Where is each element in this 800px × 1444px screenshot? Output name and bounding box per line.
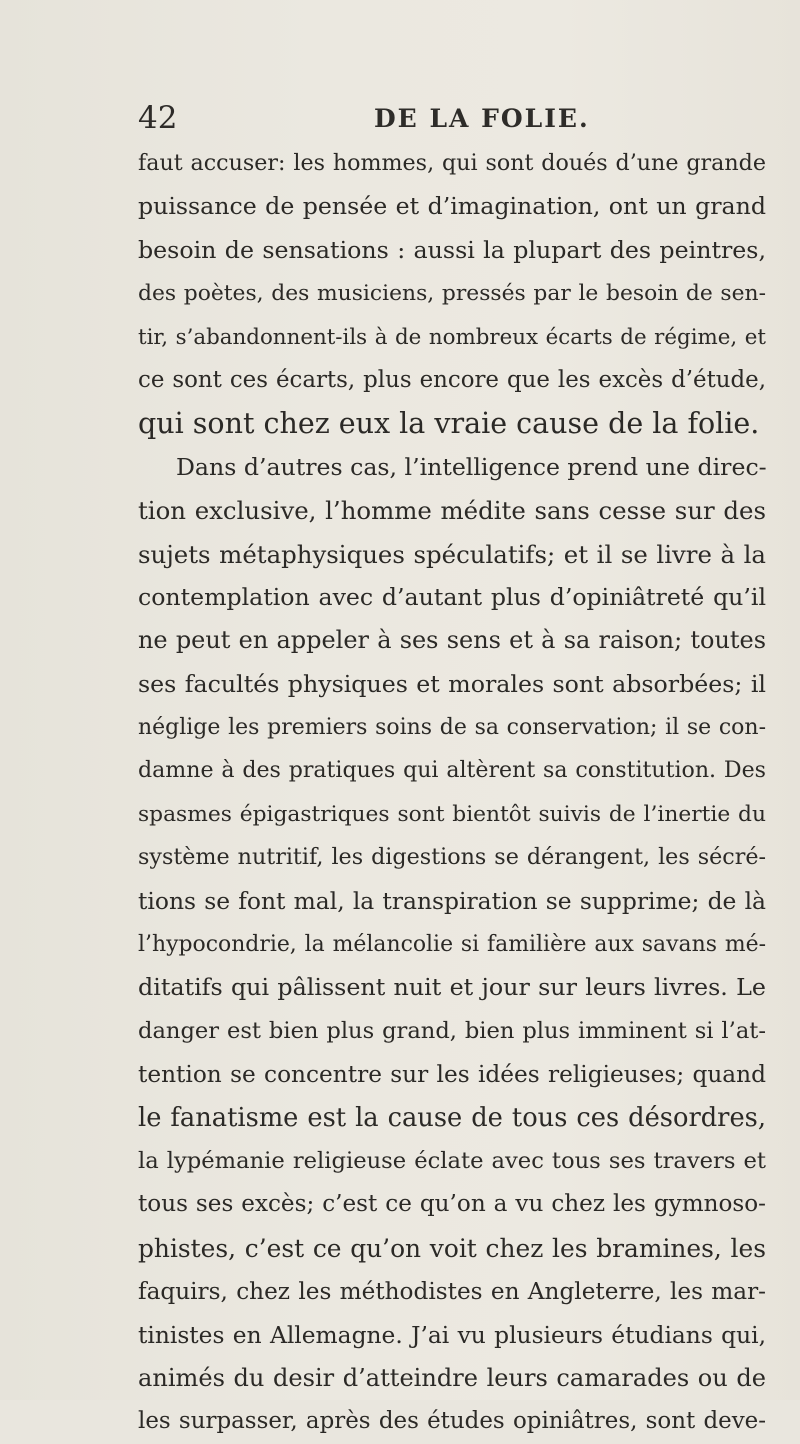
running-title: DE LA FOLIE.: [374, 104, 590, 133]
text-line: ses facultés physiques et morales sont absorbées; il: [138, 669, 766, 698]
text-line: faquirs, chez les méthodistes en Angleterre, les mar-: [138, 1278, 766, 1306]
text-line: danger est bien plus grand, bien plus imminent si l’at-: [138, 1017, 766, 1044]
text-line: des poètes, des musiciens, pressés par le besoin de sen-: [138, 281, 766, 307]
text-line: faut accuser: les hommes, qui sont doués d’une grande: [138, 150, 766, 176]
text-line: néglige les premiers soins de sa conservation; il se con-: [138, 715, 766, 741]
text-line: ne peut en appeler à ses sens et à sa raison; toutes: [138, 626, 766, 655]
text-line: spasmes épigastriques sont bientôt suivis de l’inertie du: [138, 801, 766, 827]
page-header: [0, 100, 800, 140]
text-line: la lypémanie religieuse éclate avec tous ses travers et: [138, 1147, 766, 1174]
text-line: qui sont chez eux la vraie cause de la folie.: [138, 407, 760, 441]
text-line: tention se concentre sur les idées religieuses; quand: [138, 1061, 766, 1089]
text-line: contemplation avec d’autant plus d’opiniâtreté qu’il: [138, 582, 766, 611]
text-line: ce sont ces écarts, plus encore que les excès d’étude,: [138, 366, 766, 393]
text-line: besoin de sensations : aussi la plupart des peintres,: [138, 235, 766, 264]
text-line: l’hypocondrie, la mélancolie si familière aux savans mé-: [138, 932, 766, 958]
text-line: Dans d’autres cas, l’intelligence prend une direc-: [176, 452, 767, 481]
text-line: système nutritif, les digestions se dérangent, les sécré-: [138, 844, 766, 871]
text-line: tinistes en Allemagne. J’ai vu plusieurs étudians qui,: [138, 1320, 766, 1349]
text-line: animés du desir d’atteindre leurs camarades ou de: [138, 1363, 766, 1392]
page-number: 42: [138, 100, 178, 136]
text-line: phistes, c’est ce qu’on voit chez les bramines, les: [138, 1233, 766, 1263]
text-line: tous ses excès; c’est ce qu’on a vu chez les gymnoso-: [138, 1191, 766, 1218]
text-line: damne à des pratiques qui altèrent sa constitution. Des: [138, 757, 766, 784]
body-text: [138, 142, 766, 1444]
text-line: le fanatisme est la cause de tous ces désordres,: [138, 1102, 766, 1133]
text-line: tir, s’abandonnent-ils à de nombreux écarts de régime, et: [138, 324, 766, 350]
text-line: sujets métaphysiques spéculatifs; et il se livre à la: [138, 539, 766, 569]
text-line: les surpasser, après des études opiniâtres, sont deve-: [138, 1408, 766, 1435]
text-line: tion exclusive, l’homme médite sans cesse sur des: [138, 496, 766, 526]
text-line: puissance de pensée et d’imagination, ont un grand: [138, 192, 766, 221]
text-line: ditatifs qui pâlissent nuit et jour sur leurs livres. Le: [138, 973, 766, 1002]
text-line: tions se font mal, la transpiration se supprime; de là: [138, 886, 766, 915]
